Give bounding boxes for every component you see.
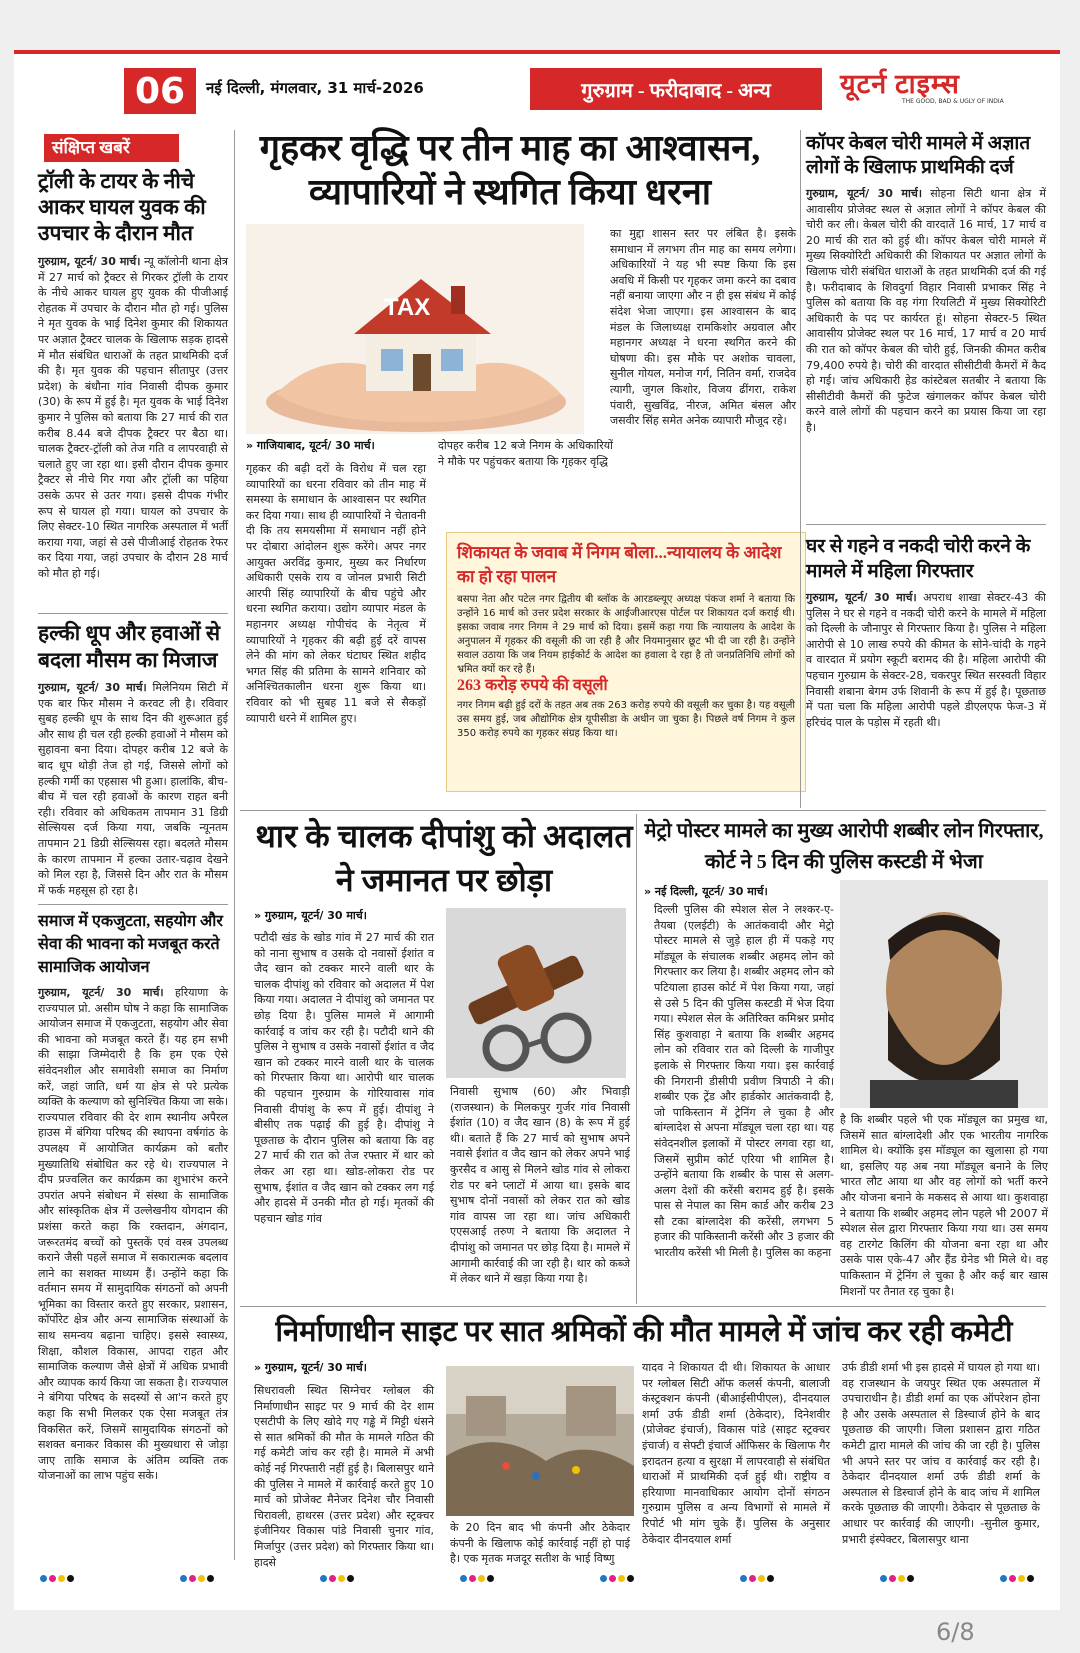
masthead: [840, 64, 1040, 114]
registration-dot: [740, 1575, 747, 1582]
registration-dot: [889, 1575, 896, 1582]
lead-body-c: का मुद्दा शासन स्तर पर लंबित है। इसके समाधान में लगभग तीन माह का समय लगेगा। अधिकारियों ने यह भी स्पष्ट किया कि इस अवधि में किसी पर गृहकर जमा करने का दबाव नहीं बनाया जाएगा और न ही इस संबंध में कोई संदेश भेजा जाएगा। इस आश्वासन के बाद मंडल के जिलाध्यक्ष रामकिशोर अग्रवाल और महानगर अध्यक्ष ने धरना स्थगित करने की घोषणा की। इस मौके पर अशोक चावला, सुनील गोयल, मनोज गर्ग, नितिन वर्मा, राजदेव त्यागी, जुगल किशोर, विजय ढींगरा, राकेश पंवारी, सुखविंद्र, नीरज, अमित बंसल और जसवीर सिंह समेत अनेक व्यापारी मौजूद रहे।: [610, 227, 796, 428]
lead-body-a: गृहकर की बढ़ी दरों के विरोध में चल रहा व्यापारियों का धरना रविवार को तीन माह में समस्या के समाधान के आश्वासन पर स्थगित कर दिया गया। साथ ही व्यापारियों ने चेतावनी दी कि तय समयसीमा में समाधान नहीं होने पर दोबारा आंदोलन शुरू करेंगे। अपर नगर आयुक्त अरविंद्र कुमार, मुख्य कर निर्धारण अधिकारी एसके राय व जोनल प्रभारी सिटी आरपी सिंह व्यापारियों के बीच पहुंचे और धरना स्थगित कराया। उद्योग व्यापार मंडल के महानगर अध्यक्ष गोपीचंद के नेतृत्व में व्यापारियों ने गृहकर की बढ़ी हुई दरें वापस लेने की मांग को लेकर घंटाघर स्थित शहीद भगत सिंह की प्रतिमा के सामने शनिवार को अनिश्चितकालीन धरना शुरू किया था। रविवार को भी सुबह 11 बजे से सैकड़ों व्यापारी धरने में शामिल हुए।: [246, 462, 426, 725]
gavel-photo: [446, 908, 626, 1078]
story-workers-body-a: सिधरावली स्थित सिग्नेचर ग्लोबल की निर्माणाधीन साइट पर 9 मार्च की देर शाम एसटीपी के लिए खोदे गए गड्ढे में मिट्टी धंसने से सात श्रमिकों की मौत के मामले गठित की गई कमेटी जांच कर रही है। मामले में अभी कोई नई गिरफ्तारी नहीं हुई है। बिलासपुर थाने की पुलिस ने मामले में कार्रवाई करते हुए 10 मार्च को प्रोजेक्ट मैनेजर दिनेश चौर निवासी चिरावली, हाथरस (उत्तर प्रदेश) और स्ट्रक्चर इंजीनियर विकास पांडे निवासी चुनार गांव, मिर्जापुर (उत्तर प्रदेश) को गिरफ्तार किया था। हादसे: [254, 1384, 434, 1569]
accused-photo: [840, 880, 1048, 1108]
story-trolley-text: न्यू कॉलोनी थाना क्षेत्र में 27 मार्च को ट्रैक्टर से गिरकर ट्रॉली के टायर के नीचे आकर घायल हुए युवक की पीजीआई रोहतक में उपचार के दौरान मौत हो गई। पुलिस ने मृत युवक के भाई दिनेश कुमार की शिकायत पर अज्ञात ट्रैक्टर चालक के खिलाफ सड़क हादसे में मौत संबंधित धाराओं के तहत प्राथमिकी दर्ज की है। मृत युवक की पहचान सीतापुर (उत्तर प्रदेश) के बंधौना गांव निवासी दीपक कुमार (30) के रूप में हुई है। मृत युवक के भाई दिनेश कुमार ने पुलिस को बताया कि 27 मार्च की रात करीब 8.44 बजे दीपक ट्रैक्टर पर बैठा था। चालक ट्रैक्टर-ट्रॉली को तेज गति व लापरवाही से चलाते हुए जा रहा था। इसी दौरान दीपक कुमार ट्रैक्टर से नीचे गिर गया और ट्रॉली का पहिया उसके ऊपर से उतर गया। इससे दीपक गंभीर रूप से घायल हो गया। घायल को उपचार के लिए सेक्टर-10 स्थित नागरिक अस्पताल में भर्ती कराया गया, जहां से उसे पीजीआई रोहतक रेफर कर दिया गया, जहां उपचार के दौरान 28 मार्च को मौत हो गई।: [38, 255, 229, 580]
registration-dot: [347, 1575, 354, 1582]
registration-dot: [1000, 1575, 1007, 1582]
divider: [240, 1306, 1046, 1307]
column-rule: [800, 130, 801, 808]
story-weather-text: मिलेनियम सिटी में एक बार फिर मौसम ने करवट ली है। रविवार सुबह हल्की धूप के साथ दिन की शुरूआत हुई और साथ ही चल रही हल्की हवाओं ने मौसम को सुहावना बना दिया। दोपहर करीब 12 बजे के बाद धूप थोड़ी तेज हो गई, जिससे लोगों को हल्की गर्मी का एहसास भी हुआ। हालांकि, बीच-बीच में चल रही हवाओं के कारण राहत बनी रही। रविवार को अधिकतम तापमान 31 डिग्री सेल्सियस दर्ज किया गया, जबकि न्यूनतम तापमान 21 डिग्री सेल्सियस रहा। बदलते मौसम के कारण तापमान में हल्का उतार-चढ़ाव देखने को मिल रहा है, जिससे दिन और रात के मौसम में फर्क महसूस हो रहा है।: [38, 681, 229, 897]
registration-dot: [49, 1575, 56, 1582]
registration-dot: [898, 1575, 905, 1582]
infobox-heading: शिकायत के जवाब में निगम बोला...न्यायालय के आदेश का हो रहा पालन: [457, 543, 782, 586]
story-weather-body: [38, 680, 228, 898]
infobox-body-1: बसपा नेता और पटेल नगर द्वितीय बी ब्लॉक के आरडब्ल्यूए अध्यक्ष पंकज शर्मा ने बताया कि उन्होंने 16 मार्च को उत्तर प्रदेश सरकार के आईजीआरएस पोर्टल पर शिकायत दर्ज कराई थी। इसका जवाब नगर निगम ने 29 मार्च को दिया। इसमें कहा गया कि न्यायालय के आदेश के अनुपालन में गृहकर की वसूली की जा रही है और नियमानुसार छूट भी दी जा रही है। उन्होंने सवाल उठाया कि जब नियम हाईकोर्ट के आदेश का हवाला दे रहा है तो जनप्रतिनिधि लोगों को भ्रमित क्यों कर रहे हैं।: [457, 594, 795, 675]
workers-col-2: [450, 1520, 630, 1566]
divider: [38, 904, 228, 905]
story-jewellery-text: अपराध शाखा सेक्टर-43 की पुलिस ने घर से गहने व नकदी चोरी करने के मामले में महिला को दिल्ली के जौनापुर से गिरफ्तार किया है। पुलिस ने महिला आरोपी से 10 लाख रुपये की कीमत के सोने-चांदी के गहने व वारदात में प्रयोग स्कूटी बरामद की है। महिला आरोपी की पहचान गुरुग्राम के सेक्टर-28, चकरपुर स्थित सरस्वती विहार निवासी शबाना बेगम उर्फ शिवानी के रूप में हुई है। पूछताछ में पता चला कि महिला आरोपी पहले डीएलएफ फेज-3 में हरिचंद पाल के पड़ोस में रहती थी।: [806, 591, 1046, 729]
accused-portrait: [840, 880, 1048, 1108]
registration-dot: [600, 1575, 607, 1582]
story-thar-body-b: निवासी सुभाष (60) और भिवाड़ी (राजस्थान) के मिलकपुर गुर्जर गांव निवासी ईशांत (10) व जैद खान (8) के रूप में हुई थी। बताते हैं कि 27 मार्च को सुभाष अपने नवासे ईशांत व जैद खान को लेकर अपने भाई कुरसैद व आसु से मिलने खोड गांव से लोकरा रोड पर बने प्लाटों में आया था। इसके बाद सुभाष दोनों नवासों को लेकर रात को खोड गांव वापस जा रहा था। जांच अधिकारी एएसआई तरुण ने बताया कि अदालत ने दीपांशु को जमानत पर छोड़ दिया है। मामले में आगामी कार्रवाई की जा रही है। थार को कब्जे में लेकर थाने में खड़ा किया गया है।: [450, 1085, 630, 1286]
registration-dot: [329, 1575, 336, 1582]
story-copper-headline: कॉपर केबल चोरी मामले में अज्ञात लोगों के खिलाफ प्राथमिकी दर्ज: [806, 133, 1031, 178]
story-weather: [38, 620, 228, 898]
story-trolley-body: [38, 254, 228, 612]
registration-dot: [749, 1575, 756, 1582]
story-thar: [254, 814, 634, 923]
lead-col-2: [438, 438, 613, 470]
workers-col-4: [842, 1360, 1040, 1552]
registration-dot: [198, 1575, 205, 1582]
registration-dot-group: [1000, 1567, 1036, 1586]
infobox-nigam: [446, 532, 806, 792]
story-social-body: [38, 985, 228, 1557]
story-workers-byline: » गुरुग्राम, यूटर्न/ 30 मार्च।: [254, 1361, 367, 1374]
registration-dot: [609, 1575, 616, 1582]
registration-dot: [1027, 1575, 1034, 1582]
story-thar-byline: » गुरुग्राम, यूटर्न/ 30 मार्च।: [254, 909, 367, 922]
story-social-text: हरियाणा के राज्यपाल प्रो. असीम घोष ने कहा कि सामाजिक आयोजन समाज में एकजुटता, सहयोग और सेवा की भावना को मजबूत करते हैं। यह हम सभी की साझा जिम्मेदारी है कि हम एक ऐसे संवेदनशील और समावेशी समाज का निर्माण करें, जहां जाति, धर्म या क्षेत्र से परे प्रत्येक व्यक्ति के कल्याण को सुनिश्चित किया जा सके। राज्यपाल रविवार की देर शाम स्थानीय अपैरल हाउस में बंगिया परिषद की स्थापना वर्षगांठ के उपलक्ष्य में आयोजित कार्यक्रम को बतौर मुख्यातिथि संबोधित कर रहे थे। राज्यपाल ने दीप प्रज्वलित कर कार्यक्रम का शुभारंभ करने उपरांत अपने संबोधन में संस्था के सामाजिक और सांस्कृतिक क्षेत्र में उल्लेखनीय योगदान की प्रशंसा करते कहा कि रक्तदान, अंगदान, जरूरतमंद बच्चों को पुस्तकें एवं वस्त्र उपलब्ध कराने जैसी पहलें समाज में सकारात्मक बदलाव लाने का सशक्त माध्यम हैं। उन्होंने कहा कि वर्तमान समय में सामुदायिक संगठनों को अपनी भूमिका का विस्तार करते हुए सरकार, प्रशासन, कॉर्पोरेट क्षेत्र और अन्य सामाजिक संस्थाओं के साथ समन्वय बढ़ाना चाहिए। इससे स्वास्थ्य, शिक्षा, कौशल विकास, आपदा राहत और सामाजिक कल्याण जैसे क्षेत्रों में अधिक प्रभावी और व्यापक कार्य किया जा सकता है। राज्यपाल ने बंगिया परिषद के सदस्यों से आ'न करते हुए कहा कि सभी मिलकर एक ऐसा मजबूत तंत्र विकसित करें, जिसमें सामुदायिक संगठनों को सशक्त बनाकर विकास की मुख्यधारा से जोड़ा जाए ताकि समाज के अंतिम व्यक्ति तक योजनाओं का लाभ पहुंच सके।: [38, 986, 228, 1483]
registration-dot: [58, 1575, 65, 1582]
story-workers-body-c: यादव ने शिकायत दी थी। शिकायत के आधार पर ग्लोबल सिटी ऑफ कलर्स कंपनी, बालाजी कंस्ट्रक्शन कंपनी (बीआईसीपीएल), दीनदयाल शर्मा उर्फ डीडी शर्मा (ठेकेदार), दिनेशवीर (प्रोजेक्ट इंचार्ज), विकास पांडे (साइट स्ट्रक्चर इंचार्ज) व सेफ्टी इंचार्ज ऑफिसर के खिलाफ गैर इरादतन हत्या व सुरक्षा में लापरवाही से संबंधित धाराओं में प्राथमिकी दर्ज हुई थी। राष्ट्रीय व हरियाणा मानवाधिकार आयोग दोनों संगठन गुरुग्राम पुलिस व अन्य विभागों से मामले में रिपोर्ट भी मांग चुके हैं। पुलिस के अनुसार ठेकेदार दीनदयाल शर्मा: [642, 1361, 830, 1546]
story-jewellery-headline: घर से गहने व नकदी चोरी करने के मामले में महिला गिरफ्तार: [806, 536, 1031, 582]
page-number: 06: [124, 68, 196, 114]
region-banner: गुरुग्राम - फरीदाबाद - अन्य: [530, 68, 822, 110]
registration-marks: [40, 1567, 1040, 1577]
story-weather-byline: गुरुग्राम, यूटर्न/ 30 मार्च।: [38, 681, 147, 694]
registration-dot: [207, 1575, 214, 1582]
story-metro-body-b: है कि शब्बीर पहले भी एक मॉड्यूल का प्रमुख था, जिसमें सात बांग्लादेशी और एक भारतीय नागरिक शामिल थे। क्योंकि इस मॉड्यूल का खुलासा हो गया था, इसलिए यह अब नया मॉड्यूल बनाने के लिए भारत लौट आया था और वह लोगों को भर्ती करने और योजना बनाने के मकसद से आया था। कुशवाहा ने बताया कि शब्बीर अहमद लोन पहले भी 2007 में स्पेशल सेल द्वारा गिरफ्तार किया गया था। उस समय वह टारगेट किलिंग की योजना बना रहा था और उसके पास एके-47 और हैंड ग्रेनेड भी मिले थे। वह पाकिस्तान में ट्रेनिंग ले चुका है और कई बार खास मिशनों पर तैनात रह चुका है।: [840, 1113, 1048, 1298]
brief-news-label: संक्षिप्त खबरें: [44, 134, 179, 162]
story-social: [38, 910, 228, 1557]
top-rule: [14, 50, 1060, 54]
divider: [38, 613, 228, 614]
tax-house-photo: [246, 224, 584, 434]
thar-col-2: [450, 1084, 630, 1298]
story-copper-byline: गुरुग्राम, यूटर्न/ 30 मार्च।: [806, 187, 923, 200]
registration-dot: [338, 1575, 345, 1582]
registration-dot-group: [460, 1567, 496, 1586]
story-trolley-byline: गुरुग्राम, यूटर्न/ 30 मार्च।: [38, 255, 141, 268]
story-metro-byline: » नई दिल्ली, यूटर्न/ 30 मार्च।: [644, 885, 768, 898]
story-thar-body-a: पटौदी खंड के खोड गांव में 27 मार्च की रात को नाना सुभाष व उसके दो नवासों ईशांत व जैद खान को टक्कर मारने वाली थार के चालक दीपांशु को रविवार को अदालत में पेश किया गया। अदालत ने दीपांशु को जमानत पर छोड़ दिया है। पुलिस मामले में आगामी कार्रवाई व जांच कर रही है। पटौदी थाने की पुलिस ने सुभाष व उसके नवासों ईशांत व जैद खान को टक्कर मारने वाली थार के चालक को गिरफ्तार किया था। आरोपी थार चालक की पहचान गुरुग्राम के गोरियावास गांव निवासी दीपांशु के रूप में हुई। दीपांशु ने बीसीए तक पढ़ाई की हुई है। दीपांशु ने पूछताछ के दौरान पुलिस को बताया कि वह 27 मार्च की रात को तेज रफ्तार में थार को लेकर आ रहा था। खोड-लोकरा रोड पर सुभाष, ईशांत व जैद खान को टक्कर लग गई और हादसे में उनकी मौत हो गई। मृतकों की पहचान खोड गांव: [254, 931, 434, 1225]
column-rule: [636, 814, 637, 1304]
registration-dot: [478, 1575, 485, 1582]
masthead-title: यूटर्न टाइम्स: [840, 69, 960, 99]
metro-col-2: [840, 1112, 1048, 1298]
lead-story: [240, 126, 780, 214]
tax-house-illustration: [246, 224, 584, 434]
dateline: नई दिल्ली, मंगलवार, 31 मार्च-2026: [206, 79, 424, 97]
story-trolley: [38, 168, 228, 612]
story-copper: [806, 132, 1046, 484]
infobox-subheading: 263 करोड़ रुपये की वसूली: [457, 677, 608, 694]
lead-headline: गृहकर वृद्धि पर तीन माह का आश्वासन, व्यापारियों ने स्थगित किया धरना: [259, 128, 761, 212]
tax-label: TAX: [384, 294, 431, 321]
lead-body-b: दोपहर करीब 12 बजे निगम के अधिकारियों ने मौके पर पहुंचकर बताया कि गृहकर वृद्धि: [438, 439, 613, 468]
story-social-headline: समाज में एकजुटता, सहयोग और सेवा की भावना को मजबूत करते सामाजिक आयोजन: [38, 913, 223, 976]
story-metro-body-a: दिल्ली पुलिस की स्पेशल सेल ने लश्कर-ए-तैयबा (एलईटी) के आतंकवादी और मेट्रो पोस्टर मामले से जुड़े हाल ही में पकड़े गए मॉड्यूल के संचालक शब्बीर अहमद लोन को गिरफ्तार कर लिया है। शब्बीर अहमद लोन को पटियाला हाउस कोर्ट में पेश किया गया, जहां से उसे 5 दिन की पुलिस कस्टडी में भेज दिया गया। स्पेशल सेल के अतिरिक्त कमिश्नर प्रमोद सिंह कुशवाहा ने बताया कि शब्बीर अहमद लोन को रविवार रात को दिल्ली के गाजीपुर इलाके से गिरफ्तार किया गया। इस कार्रवाई की निगरानी डीसीपी प्रवीण त्रिपाठी ने की। शब्बीर एक ट्रेंड और हार्डकोर आतंकवादी है, जो पाकिस्तान में ट्रेनिंग ले चुका है और बांग्लादेश से अपना मॉड्यूल चला रहा था। यह संवेदनशील इलाकों में पोस्टर लगवा रहा था, जिसमें सुप्रीम कोर्ट एरिया भी शामिल है। उन्होंने बताया कि शब्बीर के पास से अलग-अलग देशों की करेंसी बरामद हुई है। इसके पास से नेपाल का सिम कार्ड और करीब 23 सौ टका बांग्लादेश की करेंसी, लगभग 5 हजार की पाकिस्तानी करेंसी और 3 हजार की भारतीय करेंसी भी मिली है। पुलिस का कहना: [654, 903, 834, 1260]
gavel-handcuffs-illustration: [446, 908, 626, 1078]
story-copper-body: [806, 186, 1046, 484]
registration-dot-group: [40, 1567, 76, 1586]
registration-dot: [189, 1575, 196, 1582]
registration-dot: [1009, 1575, 1016, 1582]
registration-dot: [180, 1575, 187, 1582]
registration-dot-group: [600, 1567, 636, 1586]
registration-dot: [618, 1575, 625, 1582]
registration-dot: [627, 1575, 634, 1582]
registration-dot: [907, 1575, 914, 1582]
story-thar-headline: थार के चालक दीपांशु को अदालत ने जमानत पर छोड़ा: [255, 818, 633, 898]
column-rule: [234, 130, 235, 1560]
story-jewellery: [806, 534, 1046, 772]
thar-col-1: [254, 930, 434, 1298]
lead-col-3: [610, 226, 796, 484]
masthead-tagline: THE GOOD, BAD & UGLY OF INDIA: [902, 98, 1004, 105]
story-workers-body-d: उर्फ डीडी शर्मा भी इस हादसे में घायल हो गया था। वह राजस्थान के जयपुर स्थित एक अस्पताल में उपचाराधीन है। डीडी शर्मा का एक ऑपरेशन होना है और उसके अस्पताल से डिस्चार्ज होने के बाद पूछताछ की जाएगी। जिला प्रशासन द्वारा गठित कमेटी द्वारा मामले की जांच की जा रही है। पुलिस भी अपने स्तर पर जांच व कार्रवाई कर रही है। ठेकेदार दीनदयाल शर्मा उर्फ डीडी शर्मा के अस्पताल से डिस्चार्ज होने के बाद जांच में शामिल करके पूछताछ की जाएगी। ठेकेदार से पूछताछ के आधार पर कार्रवाई की जाएगी। -सुनील कुमार, प्रभारी इंस्पेक्टर, बिलासपुर थाना: [842, 1361, 1040, 1546]
registration-dot: [767, 1575, 774, 1582]
registration-dot-group: [880, 1567, 916, 1586]
registration-dot: [758, 1575, 765, 1582]
page-counter: 6/8: [936, 1618, 975, 1646]
registration-dot: [469, 1575, 476, 1582]
divider: [240, 810, 1046, 811]
workers-col-1: [254, 1360, 434, 1569]
collapse-site-photo: [446, 1366, 634, 1516]
registration-dot-group: [180, 1567, 216, 1586]
infobox-body-2: नगर निगम बढ़ी हुई दरों के तहत अब तक 263 करोड़ रुपये की वसूली कर चुका है। यह वसूली उस समय हुई, जब औद्योगिक क्षेत्र यूपीसीडा के अधीन जा चुका है। पिछले वर्ष निगम ने कुल 350 करोड़ रुपये का गृहकर संग्रह किया था।: [457, 700, 796, 739]
story-jewellery-byline: गुरुग्राम, यूटर्न/ 30 मार्च।: [806, 591, 917, 604]
registration-dot: [880, 1575, 887, 1582]
registration-dot: [487, 1575, 494, 1582]
divider: [806, 524, 1046, 525]
story-trolley-headline: ट्रॉली के टायर के नीचे आकर घायल युवक की उपचार के दौरान मौत: [38, 169, 206, 245]
lead-byline: » गाजियाबाद, यूटर्न/ 30 मार्च।: [246, 439, 375, 452]
registration-dot-group: [320, 1567, 356, 1586]
registration-dot: [1018, 1575, 1025, 1582]
registration-dot: [40, 1575, 47, 1582]
registration-dot: [320, 1575, 327, 1582]
lead-col-1: [246, 438, 426, 765]
workers-col-3: [642, 1360, 830, 1552]
story-workers-headline: निर्माणाधीन साइट पर सात श्रमिकों की मौत मामले में जांच कर रही कमेटी: [275, 1316, 1013, 1348]
registration-dot: [460, 1575, 467, 1582]
registration-dot-group: [740, 1567, 776, 1586]
story-social-byline: गुरुग्राम, यूटर्न/ 30 मार्च।: [38, 986, 164, 999]
story-workers-body-b: के 20 दिन बाद भी कंपनी और ठेकेदार कंपनी के खिलाफ कोई कार्रवाई नहीं हो पाई है। एक मृतक मजदूर सतीश के भाई विष्णु: [450, 1521, 630, 1566]
story-copper-text: सोहना सिटी थाना क्षेत्र में आवासीय प्रोजेक्ट स्थल से अज्ञात लोगों ने कॉपर केबल की चोरी कर ली। केबल चोरी की वारदातें 16 मार्च, 17 मार्च व 20 मार्च की रात को हुई थी। कॉपर केबल चोरी मामले में मुख्य सिक्योरिटी अधिकारी की शिकायत पर अज्ञात लोगों के खिलाफ चोरी संबंधित धाराओं के तहत प्राथमिकी दर्ज की गई है। फरीदाबाद के शिवदुर्गा विहार निवासी प्रभाकर सिंह ने पुलिस को बताया कि वह गंगा रियलिटी में मुख्य सिक्योरिटी अधिकारी के पद पर कार्यरत हूं। सोहना सेक्टर-5 स्थित आवासीय प्रोजेक्ट स्थल पर 16 मार्च, 17 मार्च व 20 मार्च की रात को कॉपर केबल की चोरी हुई, जिनकी कीमत करीब 79,400 रुपये है। चोरी की वारदात सीसीटीवी कैमरों में कैद हो गई। जांच अधिकारी हेड कांस्टेबल सतबीर ने बताया कि सीसीटीवी कैमरों की फुटेज खंगालकर कॉपर केबल चोरी करने वाले लोगों की पहचान करने का प्रयास किया जा रहा है।: [806, 187, 1046, 434]
story-workers: [244, 1312, 1044, 1352]
story-weather-headline: हल्की धूप और हवाओं से बदला मौसम का मिजाज: [38, 621, 221, 672]
construction-site-illustration: [446, 1366, 634, 1516]
story-metro-headline: मेट्रो पोस्टर मामले का मुख्य आरोपी शब्बीर लोन गिरफ्तार, कोर्ट ने 5 दिन की पुलिस कस्टडी में भेजा: [644, 820, 1044, 873]
registration-dot: [67, 1575, 74, 1582]
newspaper-page: [14, 50, 1060, 1610]
metro-col-1: [654, 902, 834, 1300]
story-jewellery-body: [806, 590, 1046, 772]
